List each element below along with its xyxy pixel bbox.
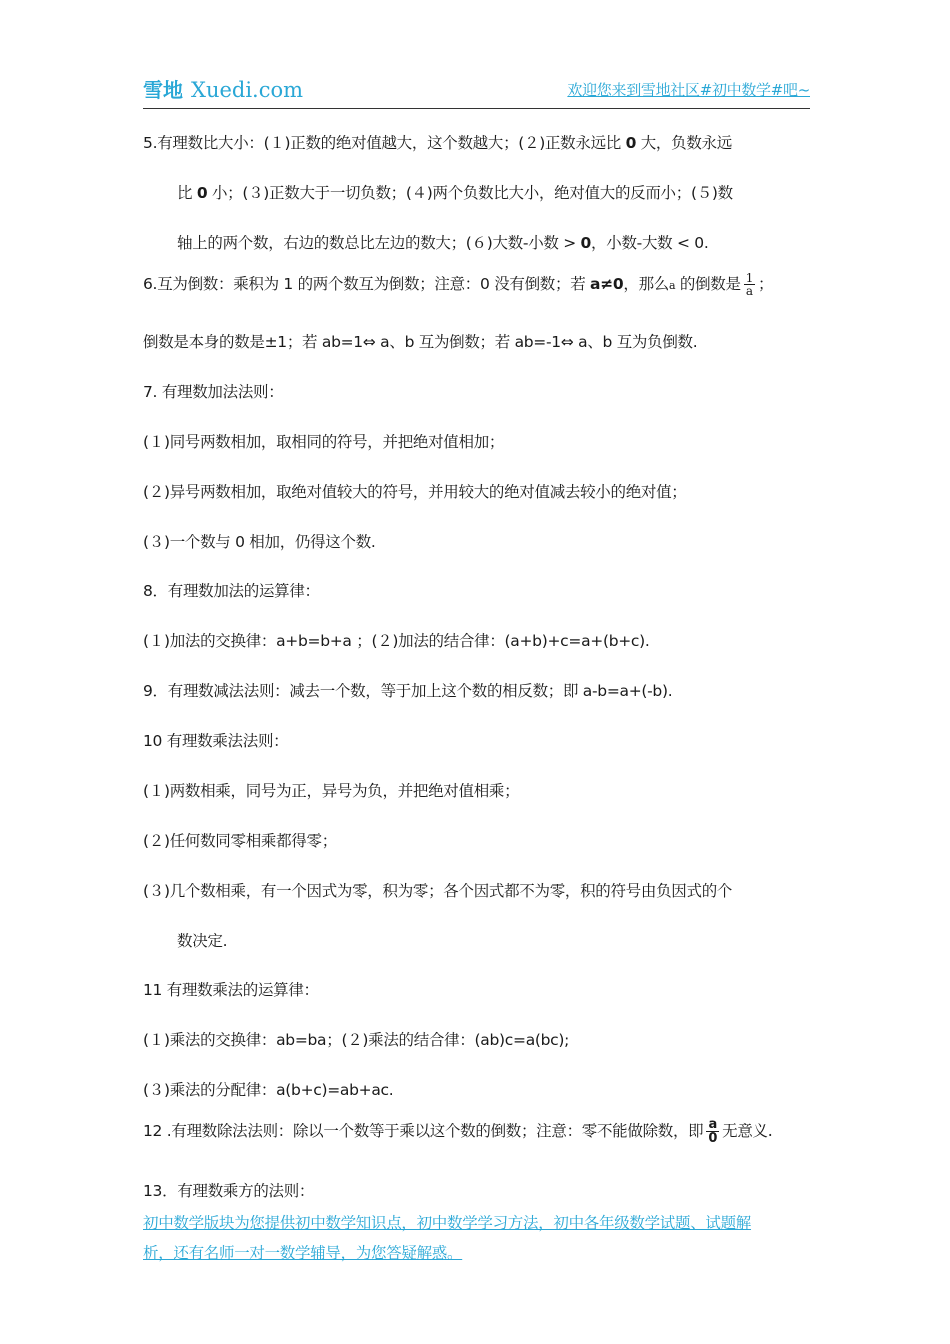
s6-line-1 [143,272,773,297]
page-header [143,70,810,109]
s6-text-1d: ； [758,275,774,293]
s5-text-2b: 小；(３)正数大于一切负数；(４)两个负数比大小，绝对值大的反而小；(５)数 [207,184,733,202]
s6-reciprocal-fraction [744,272,755,297]
s6-text-1c: 的倒数是 [675,275,741,293]
s6-text-1b: ，那么 [623,275,669,293]
s12-text-b: 无意义. [722,1122,773,1140]
s5-zero-1: 0 [625,134,637,152]
s10-rule-2: (２)任何数同零相乘都得零； [143,832,337,850]
s6-small-a: a [668,279,676,292]
s11-title: 11 有理数乘法的运算律： [143,981,319,999]
logo-en-text: Xuedi.com [191,78,304,102]
s12-text-a: 12 .有理数除法法则：除以一个数等于乘以这个数的倒数；注意：零不能做除数，即 [143,1122,704,1140]
s5-gt: > [563,234,581,252]
s10-rule-3: (３)几个数相乘，有一个因式为零，积为零；各个因式都不为零，积的符号由负因式的个 [143,882,733,900]
s10-rule-1: (１)两数相乘，同号为正，异号为负，并把绝对值相乘； [143,782,520,800]
s5-line-1 [143,131,732,153]
s7-rule-2: (２)异号两数相加，取绝对值较大的符号，并用较大的绝对值减去较小的绝对值； [143,483,687,501]
s7-title: 7. 有理数加法法则： [143,383,284,401]
s11-rule-1: (１)乘法的交换律：ab=ba；(２)乘法的结合律：(ab)c=a(bc); [143,1031,570,1049]
s5-text-3a: 轴上的两个数，右边的数总比左边的数大；(６)大数-小数 [177,234,564,252]
s5-text-1a: .有理数比大小：(１)正数的绝对值越大，这个数越大；(２)正数永远比 [152,134,626,152]
s6-condition: a≠0 [590,275,624,293]
s6-frac-den: a [745,284,753,298]
s6-text-1a: 6.互为倒数：乘积为 1 的两个数互为倒数；注意：0 没有倒数；若 [143,275,591,293]
s7-rule-1: (１)同号两数相加，取相同的符号，并把绝对值相加； [143,433,505,451]
s11-rule-2: (３)乘法的分配律：a(b+c)=ab+ac. [143,1081,394,1099]
s12-fraction [706,1118,719,1145]
s10-rule-3-cont: 数决定. [177,932,228,950]
s5-zero-2: 0 [196,184,208,202]
s12-line [143,1118,772,1145]
s5-line-2 [177,181,733,203]
s5-number: 5 [143,134,153,152]
s7-rule-3: (３)一个数与 0 相加，仍得这个数. [143,533,376,551]
s8-rule-1: (１)加法的交换律：a+b=b+a ；(２)加法的结合律：(a+b)+c=a+(b+c). [143,632,650,650]
s6-frac-num: 1 [745,271,754,285]
s5-line-3 [177,231,709,253]
logo-cn-text: 雪地 [143,78,183,102]
s5-text-1b: 大，负数永远 [636,134,732,152]
s13-title: 13．有理数乘方的法则： [143,1182,315,1200]
s12-frac-num: a [706,1118,719,1132]
footer-promo-line-1[interactable]: 初中数学版块为您提供初中数学知识点，初中数学学习方法，初中各年级数学试题、试题解 [143,1214,752,1232]
s9-line: 9．有理数减法法则：减去一个数，等于加上这个数的相反数；即 a-b=a+(-b). [143,682,673,700]
site-logo[interactable] [143,74,303,103]
s8-title: 8．有理数加法的运算律： [143,582,320,600]
s5-zero-4: 0. [694,234,709,252]
s5-text-3b: ，小数-大数 [591,234,677,252]
footer-promo-line-2[interactable]: 析，还有名师一对一数学辅导，为您答疑解惑。 [143,1244,463,1262]
s5-zero-3: 0 [580,234,592,252]
community-link[interactable]: 欢迎您来到雪地社区#初中数学#吧~ [567,81,810,99]
s5-text-2a: 比 [177,184,197,202]
s5-lt: < [676,234,695,252]
s10-title: 10 有理数乘法法则： [143,732,289,750]
s12-frac-den: 0 [708,1131,718,1146]
s6-line-2: 倒数是本身的数是±1；若 ab=1⇔ a、b 互为倒数；若 ab=-1⇔ a、b 互为负倒数. [143,333,698,351]
